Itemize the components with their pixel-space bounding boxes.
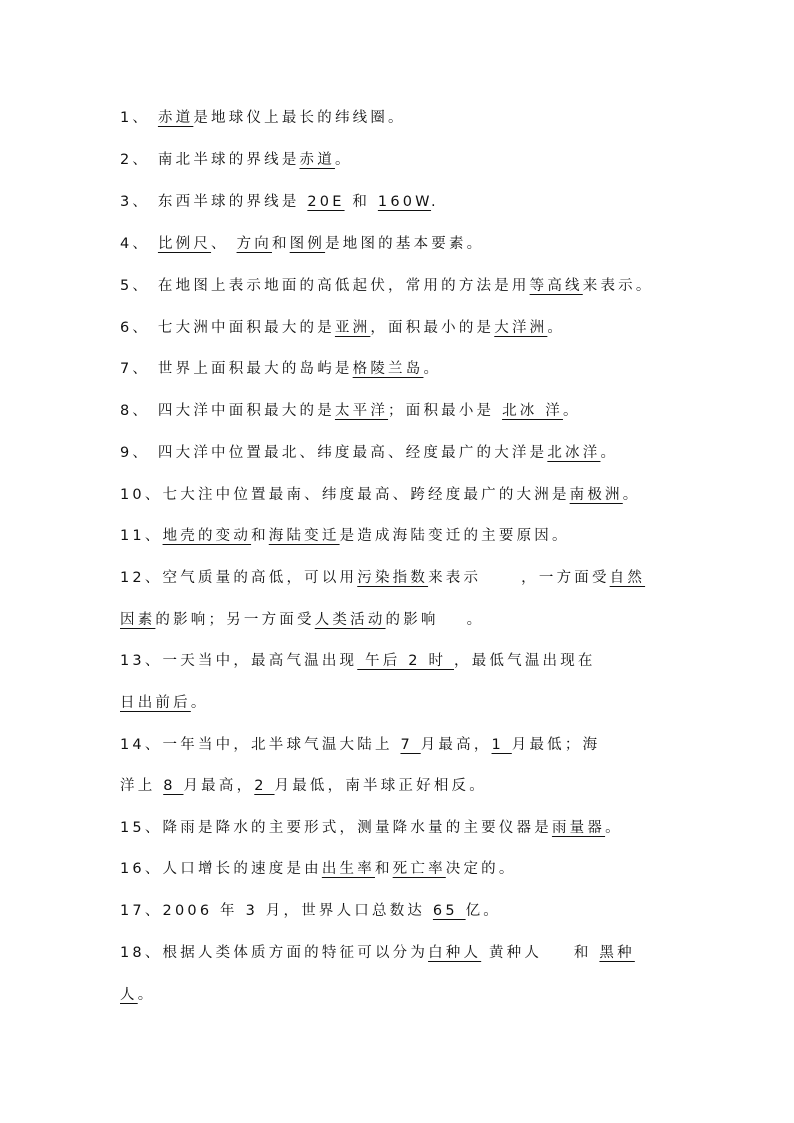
question-text: 月最低；海 — [511, 737, 601, 753]
question-text: 月最高， — [420, 737, 492, 753]
question-text: 9、 四大洋中位置最北、纬度最高、经度最广的大洋是 — [120, 445, 548, 461]
question-text: 的影响 — [385, 612, 439, 628]
question-text: 。 — [137, 987, 156, 1003]
question-14 — [120, 735, 680, 755]
question-text: 和 — [344, 194, 378, 210]
answer-blank: 图例 — [289, 236, 326, 252]
question-11 — [120, 526, 680, 546]
answer-blank: 因素 — [120, 612, 156, 628]
answer-blank: 海陆变迁 — [268, 528, 340, 544]
answer-blank: 白种人 — [428, 945, 482, 961]
answer-blank: 20E — [307, 194, 345, 210]
question-text: 是地图的基本要素。 — [325, 236, 485, 252]
answer-blank: 地壳的变动 — [162, 528, 252, 544]
question-text: 月最低，南半球正好相反。 — [274, 778, 487, 794]
question-13 — [120, 651, 680, 671]
question-text: ，最低气温出现在 — [454, 653, 596, 669]
question-16 — [120, 859, 680, 879]
question-text: 。 — [190, 695, 209, 711]
question-text: 。 — [605, 820, 623, 836]
question-text: 的影响；另一方面受 — [155, 612, 315, 628]
question-text: 来表示 — [428, 570, 482, 586]
question-text: 13、一天当中，最高气温出现 — [120, 653, 358, 669]
question-9 — [120, 443, 680, 463]
answer-blank: 160W — [377, 194, 432, 210]
question-text: 17、2006 年 3 月，世界人口总数达 — [120, 903, 433, 919]
question-18-cont — [120, 985, 680, 1005]
answer-blank: 比例尺 — [157, 236, 212, 252]
question-text: 和 — [271, 236, 290, 252]
question-text: 18、根据人类体质方面的特征可以分为 — [120, 945, 429, 961]
question-text: 月最高， — [183, 778, 255, 794]
question-5 — [120, 276, 680, 296]
question-text: 8、 四大洋中面积最大的是 — [120, 403, 335, 419]
answer-blank: 污染指数 — [357, 570, 429, 586]
question-18 — [120, 943, 680, 963]
answer-blank: 人 — [120, 987, 138, 1003]
answer-blank: 1 — [491, 737, 512, 753]
question-text: ，一方面受 — [521, 570, 610, 586]
question-12-cont — [120, 610, 680, 630]
question-text: 4、 — [120, 236, 158, 252]
question-4 — [120, 234, 680, 254]
answer-blank: 出生率 — [321, 861, 375, 877]
question-text: 5、 在地图上表示地面的高低起伏，常用的方法是用 — [120, 278, 530, 294]
question-text: 14、一年当中，北半球气温大陆上 — [120, 737, 401, 753]
question-text: 10、七大注中位置最南、纬度最高、跨经度最广的大洲是 — [120, 487, 570, 503]
question-10 — [120, 485, 680, 505]
question-text: 、 — [211, 236, 237, 252]
question-2 — [120, 150, 680, 170]
question-text: 。 — [334, 152, 353, 168]
answer-blank: 日出前后 — [120, 695, 191, 711]
answer-blank: 人类活动 — [314, 612, 386, 628]
question-text: 。 — [622, 487, 641, 503]
question-7 — [120, 359, 680, 379]
question-text: 是造成海陆变迁的主要原因。 — [339, 528, 570, 544]
question-3 — [120, 192, 680, 212]
question-8 — [120, 401, 680, 421]
question-text: 是地球仪上最长的纬线圈。 — [193, 110, 406, 126]
answer-blank: 等高线 — [529, 278, 583, 294]
question-text: 和 — [251, 528, 269, 544]
answer-blank: 7 — [400, 737, 421, 753]
answer-blank: 北冰洋 — [547, 445, 601, 461]
question-text: 1、 — [120, 110, 158, 126]
question-text: 洋上 — [120, 778, 164, 794]
answer-blank: 赤道 — [299, 152, 335, 168]
answer-blank: 赤道 — [157, 110, 194, 126]
answer-blank: 午后 2 时 — [357, 653, 455, 669]
question-text: 和 — [573, 945, 600, 961]
answer-blank: 2 — [254, 778, 275, 794]
answer-blank: 亚洲 — [334, 320, 371, 336]
question-14-cont — [120, 776, 680, 796]
question-12 — [120, 568, 680, 588]
question-text: 。 — [547, 320, 566, 336]
question-17 — [120, 901, 680, 921]
question-text: 。 — [600, 445, 619, 461]
question-text: 黄种人 — [481, 945, 550, 961]
question-text: 15、降雨是降水的主要形式，测量降水量的主要仪器是 — [120, 820, 552, 836]
question-text: 3、 东西半球的界线是 — [120, 194, 308, 210]
question-text: 16、人口增长的速度是由 — [120, 861, 322, 877]
question-text: 11、 — [120, 528, 163, 544]
answer-blank: 太平洋 — [334, 403, 389, 419]
question-text: 6、 七大洲中面积最大的是 — [120, 320, 335, 336]
question-text: 12、空气质量的高低，可以用 — [120, 570, 358, 586]
answer-blank: 北冰 洋 — [502, 403, 563, 419]
answer-blank: 65 — [432, 903, 466, 919]
question-text: 2、 南北半球的界线是 — [120, 152, 300, 168]
question-15 — [120, 818, 680, 838]
answer-blank: 死亡率 — [392, 861, 446, 877]
question-6 — [120, 318, 680, 338]
answer-blank: 雨量器 — [551, 820, 606, 836]
answer-blank: 黑种 — [599, 945, 635, 961]
question-text: 。 — [562, 403, 581, 419]
question-text: 。 — [466, 612, 485, 628]
answer-blank: 8 — [163, 778, 184, 794]
answer-blank: 格陵兰岛 — [352, 361, 424, 377]
question-text: ，面积最小的是 — [370, 320, 495, 336]
answer-blank: 大洋洲 — [494, 320, 548, 336]
answer-blank: 南极洲 — [569, 487, 623, 503]
question-text: . — [431, 194, 439, 210]
question-text: 和 — [374, 861, 393, 877]
question-text: 7、 世界上面积最大的岛屿是 — [120, 361, 353, 377]
question-text: 亿。 — [465, 903, 501, 919]
question-1 — [120, 108, 680, 128]
question-text: ；面积最小是 — [388, 403, 503, 419]
question-text: 决定的。 — [445, 861, 517, 877]
question-text: 来表示。 — [582, 278, 654, 294]
answer-blank: 自然 — [609, 570, 646, 586]
answer-blank: 方向 — [236, 236, 272, 252]
question-text: 。 — [423, 361, 442, 377]
question-13-cont — [120, 693, 680, 713]
